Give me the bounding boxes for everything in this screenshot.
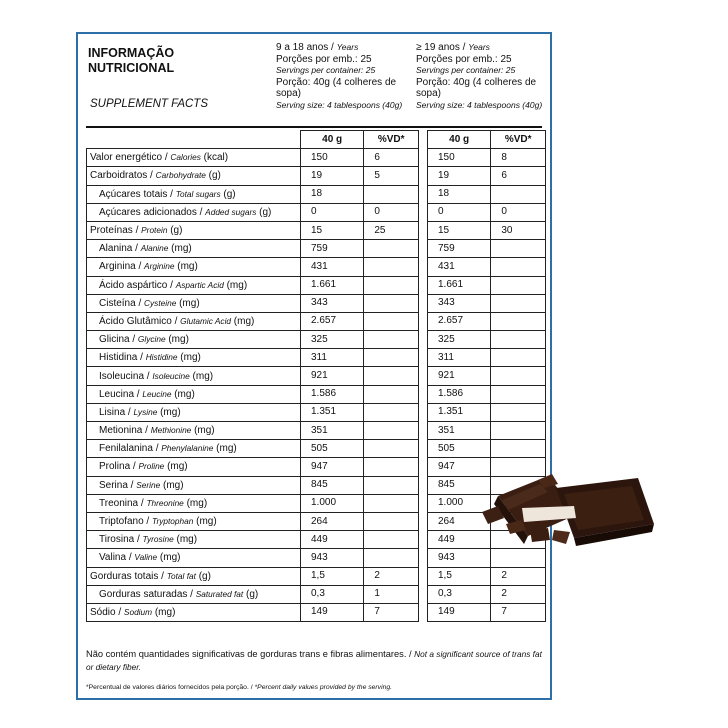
value-portion-1: 351 [301,422,364,440]
value-portion-1: 1.661 [301,276,364,294]
table-row [87,422,546,440]
value-dv-2 [491,276,546,294]
value-portion-2: 311 [427,349,490,367]
table-row [87,603,546,621]
nutrient-name: Triptofano / Tryptophan (mg) [87,512,301,530]
value-portion-1: 15 [301,221,364,239]
table-row [87,185,546,203]
value-dv-1: 2 [364,567,419,585]
table-row [87,167,546,185]
nutrient-name: Fenilalanina / Phenylalanine (mg) [87,440,301,458]
value-portion-1: 325 [301,331,364,349]
value-dv-1 [364,367,419,385]
value-dv-2 [491,440,546,458]
nutrient-name: Lisina / Lysine (mg) [87,403,301,421]
value-portion-2: 505 [427,440,490,458]
nutrient-name: Treonina / Threonine (mg) [87,494,301,512]
value-portion-2: 19 [427,167,490,185]
value-dv-1 [364,331,419,349]
table-row [87,294,546,312]
value-dv-1 [364,458,419,476]
col-head-portion-1: 40 g [301,131,364,149]
value-portion-1: 759 [301,240,364,258]
nutrient-name: Leucina / Leucine (mg) [87,385,301,403]
value-dv-1 [364,440,419,458]
table-row [87,203,546,221]
table-row [87,221,546,239]
value-portion-1: 1.351 [301,403,364,421]
table-row [87,367,546,385]
value-portion-2: 264 [427,512,490,530]
value-dv-1 [364,185,419,203]
value-portion-2: 325 [427,331,490,349]
value-dv-2 [491,331,546,349]
nutrient-name: Alanina / Alanine (mg) [87,240,301,258]
value-portion-2: 149 [427,603,490,621]
nutrient-name: Prolina / Proline (mg) [87,458,301,476]
nutrient-name: Arginina / Arginine (mg) [87,258,301,276]
table-row [87,476,546,494]
value-dv-1 [364,531,419,549]
table-row [87,494,546,512]
value-portion-2: 1.351 [427,403,490,421]
value-dv-2: 8 [491,149,546,167]
nutrient-name: Proteínas / Protein (g) [87,221,301,239]
value-portion-2: 351 [427,422,490,440]
value-portion-1: 0,3 [301,585,364,603]
table-row [87,585,546,603]
table-row [87,349,546,367]
value-dv-1: 5 [364,167,419,185]
footnote-daily-values: *Percentual de valores diários fornecidos pela porção. / *Percent daily values provided by the serving. [86,684,393,691]
value-portion-1: 18 [301,185,364,203]
table-row [87,385,546,403]
col-head-portion-2: 40 g [427,131,490,149]
nutrient-name: Ácido aspártico / Aspartic Acid (mg) [87,276,301,294]
value-dv-1 [364,512,419,530]
value-dv-2 [491,367,546,385]
table-row [87,458,546,476]
panel-title: INFORMAÇÃO NUTRICIONAL [88,46,175,75]
value-portion-1: 845 [301,476,364,494]
table-row [87,567,546,585]
value-portion-1: 264 [301,512,364,530]
nutrient-name: Serina / Serine (mg) [87,476,301,494]
value-portion-1: 431 [301,258,364,276]
value-portion-1: 505 [301,440,364,458]
value-dv-1 [364,276,419,294]
table-row [87,240,546,258]
nutrient-name: Valor energético / Calories (kcal) [87,149,301,167]
table-row [87,403,546,421]
table-head-row [87,131,546,149]
col-head-dv-2: %VD* [491,131,546,149]
value-dv-2: 2 [491,567,546,585]
value-portion-2: 1.000 [427,494,490,512]
value-dv-1 [364,494,419,512]
value-dv-1 [364,422,419,440]
value-dv-2 [491,349,546,367]
value-portion-1: 1.586 [301,385,364,403]
value-dv-2: 6 [491,167,546,185]
value-portion-1: 449 [301,531,364,549]
value-portion-2: 343 [427,294,490,312]
value-portion-2: 759 [427,240,490,258]
value-dv-2: 0 [491,203,546,221]
value-portion-2: 0,3 [427,585,490,603]
value-portion-1: 2.657 [301,312,364,330]
value-dv-1: 0 [364,203,419,221]
value-dv-1 [364,294,419,312]
nutrient-name: Tirosina / Tyrosine (mg) [87,531,301,549]
nutrient-name: Sódio / Sodium (mg) [87,603,301,621]
value-dv-2 [491,240,546,258]
value-portion-2: 2.657 [427,312,490,330]
nutrient-name: Gorduras saturadas / Saturated fat (g) [87,585,301,603]
nutrient-name: Açúcares adicionados / Added sugars (g) [87,203,301,221]
footnote-trans-fat: Não contém quantidades significativas de gorduras trans e fibras alimentares. / Not a significant source of trans fat or dietary fiber. [86,649,542,672]
value-portion-2: 1.586 [427,385,490,403]
value-dv-1 [364,349,419,367]
table-row [87,331,546,349]
value-portion-1: 921 [301,367,364,385]
value-dv-2 [491,403,546,421]
value-dv-2: 2 [491,585,546,603]
nutrition-facts-panel [76,32,552,700]
value-portion-2: 15 [427,221,490,239]
table-row [87,440,546,458]
table-row [87,258,546,276]
value-portion-2: 0 [427,203,490,221]
value-portion-2: 431 [427,258,490,276]
value-portion-1: 150 [301,149,364,167]
value-dv-1: 25 [364,221,419,239]
value-dv-1 [364,549,419,567]
table-row [87,312,546,330]
table-row [87,512,546,530]
value-portion-2: 921 [427,367,490,385]
value-portion-1: 0 [301,203,364,221]
nutrient-name: Cisteína / Cysteine (mg) [87,294,301,312]
value-dv-1: 7 [364,603,419,621]
value-portion-2: 1.661 [427,276,490,294]
col-head-dv-1: %VD* [364,131,419,149]
value-portion-2: 845 [427,476,490,494]
header-divider [86,126,542,128]
value-portion-2: 18 [427,185,490,203]
table-row [87,149,546,167]
table-row [87,531,546,549]
panel-subtitle: SUPPLEMENT FACTS [90,98,208,110]
nutrient-name: Valina / Valine (mg) [87,549,301,567]
value-portion-1: 149 [301,603,364,621]
value-dv-1 [364,476,419,494]
value-dv-2: 30 [491,221,546,239]
value-dv-2 [491,294,546,312]
table-row [87,549,546,567]
column-header-age-9-18: 9 a 18 anos / Years Porções por emb.: 25 Servings per container: 25 Porção: 40g (4 colheres de sopa) Serving size: 4 tablespoons (40g) [276,42,403,110]
value-dv-1 [364,403,419,421]
value-portion-2: 947 [427,458,490,476]
value-dv-1 [364,240,419,258]
value-portion-1: 311 [301,349,364,367]
nutrient-name: Ácido Glutâmico / Glutamic Acid (mg) [87,312,301,330]
value-portion-1: 943 [301,549,364,567]
value-portion-1: 343 [301,294,364,312]
chocolate-pieces-image [478,466,660,558]
value-portion-2: 943 [427,549,490,567]
value-portion-2: 1,5 [427,567,490,585]
value-dv-1 [364,385,419,403]
value-dv-1 [364,312,419,330]
value-portion-1: 947 [301,458,364,476]
nutrient-name: Gorduras totais / Total fat (g) [87,567,301,585]
value-dv-2 [491,385,546,403]
nutrient-name: Açúcares totais / Total sugars (g) [87,185,301,203]
table-row [87,276,546,294]
nutrient-name: Metionina / Methionine (mg) [87,422,301,440]
value-dv-2 [491,258,546,276]
value-portion-1: 19 [301,167,364,185]
nutrient-name: Histidina / Histidine (mg) [87,349,301,367]
nutrient-name: Glicina / Glycine (mg) [87,331,301,349]
value-dv-1 [364,258,419,276]
value-dv-2: 7 [491,603,546,621]
value-dv-2 [491,422,546,440]
nutrient-name: Isoleucina / Isoleucine (mg) [87,367,301,385]
value-portion-2: 150 [427,149,490,167]
value-dv-1: 1 [364,585,419,603]
value-portion-1: 1,5 [301,567,364,585]
column-header-age-19-plus: ≥ 19 anos / Years Porções por emb.: 25 Servings per container: 25 Porção: 40g (4 colheres de sopa) Serving size: 4 tablespoons (40g) [416,42,543,110]
value-portion-2: 449 [427,531,490,549]
value-portion-1: 1.000 [301,494,364,512]
value-dv-1: 6 [364,149,419,167]
value-dv-2 [491,185,546,203]
nutrition-table [86,130,546,622]
nutrient-name: Carboidratos / Carbohydrate (g) [87,167,301,185]
value-dv-2 [491,312,546,330]
